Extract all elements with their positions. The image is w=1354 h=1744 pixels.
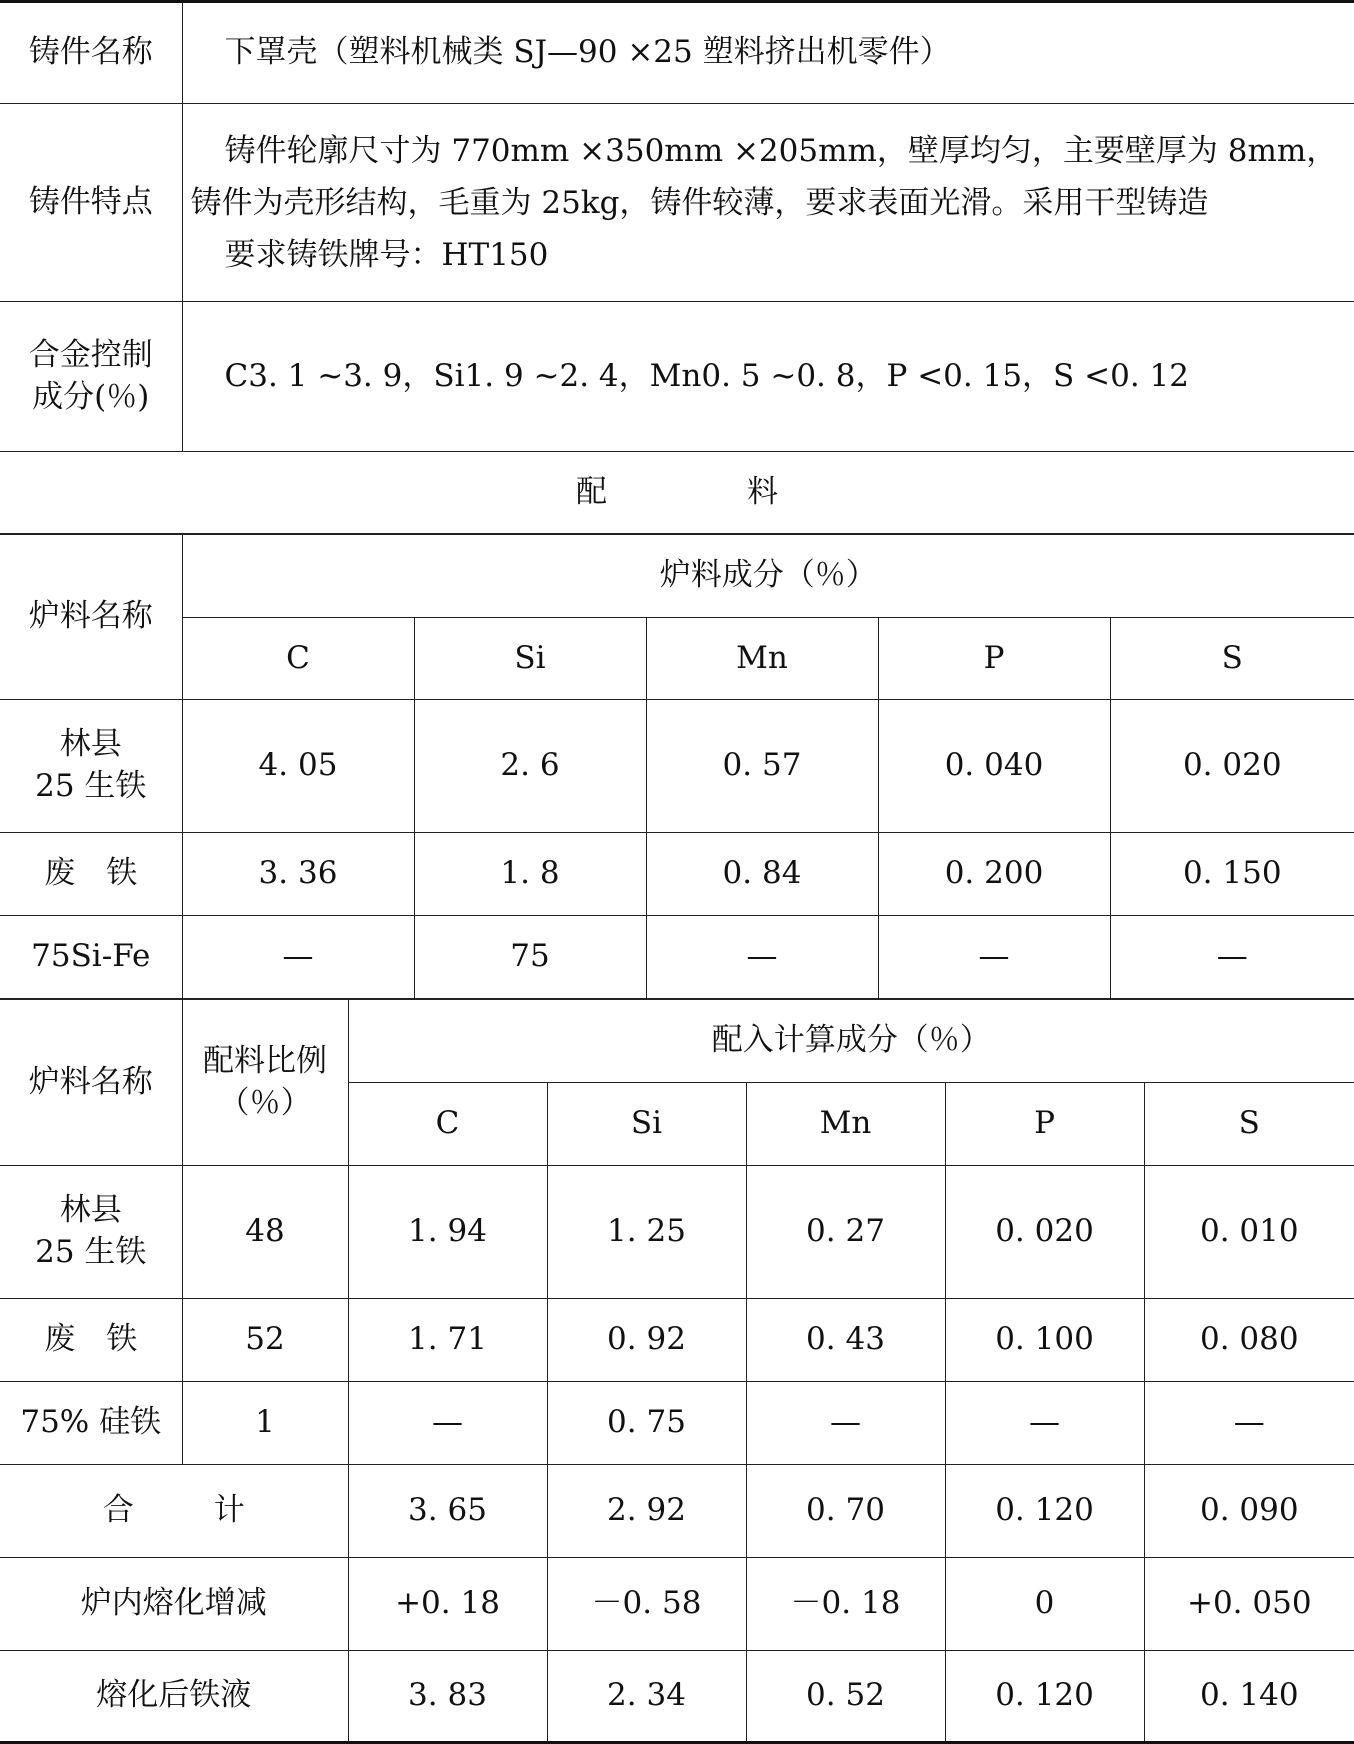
charge-row-name: 废 铁 bbox=[0, 833, 182, 916]
charge-row-pig-iron bbox=[0, 700, 1354, 833]
calc-cell-mn: 0. 43 bbox=[746, 1299, 945, 1382]
charge-element-header-row bbox=[0, 618, 1354, 700]
casting-features-text bbox=[191, 125, 1343, 229]
casting-features-line1: 铸件轮廓尺寸为 770mm ×350mm ×205mm，壁厚均匀，主要壁厚为 8mm，铸件为壳形结构，毛重为 25kg，铸件较薄，要求表面光滑。采用干型铸造 bbox=[190, 132, 1338, 221]
charge-element-header-p: P bbox=[878, 618, 1110, 700]
casting-name-value: 下罩壳（塑料机械类 SJ—90 ×25 塑料挤出机零件） bbox=[182, 2, 1354, 104]
calc-cell-ratio: 1 bbox=[182, 1382, 348, 1465]
charge-name-header: 炉料名称 bbox=[0, 535, 182, 700]
charge-cell-mn: — bbox=[646, 916, 878, 999]
calc-row-name: 75% 硅铁 bbox=[0, 1382, 182, 1465]
charge-cell-si: 75 bbox=[414, 916, 646, 999]
calc-ratio-header bbox=[182, 1000, 348, 1166]
calc-change-row bbox=[0, 1558, 1354, 1651]
calc-row-name-line1: 林县 bbox=[59, 1192, 122, 1229]
calc-cell-si: 0. 92 bbox=[547, 1299, 746, 1382]
calc-cell-s: — bbox=[1144, 1382, 1354, 1465]
charge-composition-table bbox=[0, 534, 1354, 999]
calc-element-header-si: Si bbox=[547, 1083, 746, 1166]
alloy-control-value: C3. 1 ~3. 9，Si1. 9 ~2. 4，Mn0. 5 ~0. 8，P <0. 15，S <0. 12 bbox=[182, 302, 1354, 452]
section-title-part-b: 料 bbox=[747, 473, 778, 510]
charge-element-header-s: S bbox=[1110, 618, 1354, 700]
charge-row-name bbox=[0, 700, 182, 833]
charge-row-name-line2: 25 生铁 bbox=[35, 768, 147, 804]
charge-cell-mn: 0. 84 bbox=[646, 833, 878, 916]
calc-header-row bbox=[0, 1000, 1354, 1083]
calc-ratio-header-line2: （％） bbox=[218, 1084, 312, 1121]
charge-row-ferrosilicon bbox=[0, 916, 1354, 999]
calc-cell-ratio: 52 bbox=[182, 1299, 348, 1382]
calc-element-header-c: C bbox=[348, 1083, 547, 1166]
calc-name-header: 炉料名称 bbox=[0, 1000, 182, 1166]
casting-features-label: 铸件特点 bbox=[0, 104, 182, 302]
charge-cell-p: 0. 040 bbox=[878, 700, 1110, 833]
calc-total-label-a: 合 bbox=[102, 1492, 134, 1529]
calc-cell-s: 0. 010 bbox=[1144, 1166, 1354, 1299]
calc-cell-p: 0. 020 bbox=[945, 1166, 1144, 1299]
casting-info-table bbox=[0, 0, 1354, 534]
charge-cell-c: 3. 36 bbox=[182, 833, 414, 916]
calc-ratio-header-line1: 配料比例 bbox=[203, 1042, 327, 1079]
calc-melt-c: 3. 83 bbox=[348, 1651, 547, 1743]
calc-total-p: 0. 120 bbox=[945, 1465, 1144, 1558]
charge-row-name-line1: 林县 bbox=[59, 726, 122, 763]
charge-cell-p: 0. 200 bbox=[878, 833, 1110, 916]
calc-melt-s: 0. 140 bbox=[1144, 1651, 1354, 1743]
charge-cell-c: — bbox=[182, 916, 414, 999]
calc-change-label: 炉内熔化增减 bbox=[0, 1558, 348, 1651]
calc-melt-row bbox=[0, 1651, 1354, 1743]
calc-melt-p: 0. 120 bbox=[945, 1651, 1144, 1743]
calc-cell-mn: — bbox=[746, 1382, 945, 1465]
section-title bbox=[0, 452, 1354, 534]
calc-melt-si: 2. 34 bbox=[547, 1651, 746, 1743]
calc-row-name bbox=[0, 1166, 182, 1299]
calc-cell-si: 1. 25 bbox=[547, 1166, 746, 1299]
calc-total-c: 3. 65 bbox=[348, 1465, 547, 1558]
charge-header-row bbox=[0, 535, 1354, 618]
calc-total-s: 0. 090 bbox=[1144, 1465, 1354, 1558]
calc-group-header: 配入计算成分（％） bbox=[348, 1000, 1354, 1083]
charge-element-header-c: C bbox=[182, 618, 414, 700]
calc-melt-mn: 0. 52 bbox=[746, 1651, 945, 1743]
charge-row-scrap bbox=[0, 833, 1354, 916]
charge-element-header-mn: Mn bbox=[646, 618, 878, 700]
calc-row-pig-iron bbox=[0, 1166, 1354, 1299]
casting-features-cell bbox=[182, 104, 1354, 302]
charge-cell-p: — bbox=[878, 916, 1110, 999]
calc-row-ferrosilicon bbox=[0, 1382, 1354, 1465]
calc-row-name: 废 铁 bbox=[0, 1299, 182, 1382]
charge-element-header-si: Si bbox=[414, 618, 646, 700]
calc-change-s: +0. 050 bbox=[1144, 1558, 1354, 1651]
section-title-part-a: 配 bbox=[576, 473, 607, 510]
casting-name-label: 铸件名称 bbox=[0, 2, 182, 104]
section-title-row bbox=[0, 452, 1354, 534]
charge-cell-s: — bbox=[1110, 916, 1354, 999]
calc-total-mn: 0. 70 bbox=[746, 1465, 945, 1558]
calc-total-label bbox=[0, 1465, 348, 1558]
calc-change-c: +0. 18 bbox=[348, 1558, 547, 1651]
calc-total-label-b: 计 bbox=[213, 1492, 245, 1529]
charge-cell-mn: 0. 57 bbox=[646, 700, 878, 833]
charge-row-name: 75Si-Fe bbox=[0, 916, 182, 999]
casting-grade-text bbox=[191, 229, 1343, 281]
calc-cell-c: 1. 94 bbox=[348, 1166, 547, 1299]
calc-cell-mn: 0. 27 bbox=[746, 1166, 945, 1299]
calc-change-mn: －0. 18 bbox=[746, 1558, 945, 1651]
alloy-control-label-line2: 成分(％) bbox=[32, 378, 150, 415]
calc-melt-label: 熔化后铁液 bbox=[0, 1651, 348, 1743]
alloy-control-label bbox=[0, 302, 182, 452]
charge-cell-s: 0. 150 bbox=[1110, 833, 1354, 916]
casting-features-row bbox=[0, 104, 1354, 302]
calc-cell-c: — bbox=[348, 1382, 547, 1465]
charge-group-header: 炉料成分（％） bbox=[182, 535, 1354, 618]
calc-cell-ratio: 48 bbox=[182, 1166, 348, 1299]
calc-element-header-p: P bbox=[945, 1083, 1144, 1166]
calc-cell-si: 0. 75 bbox=[547, 1382, 746, 1465]
charge-cell-s: 0. 020 bbox=[1110, 700, 1354, 833]
calc-cell-c: 1. 71 bbox=[348, 1299, 547, 1382]
charge-cell-c: 4. 05 bbox=[182, 700, 414, 833]
calc-cell-p: 0. 100 bbox=[945, 1299, 1144, 1382]
calc-row-name-line2: 25 生铁 bbox=[35, 1234, 147, 1270]
calc-total-row bbox=[0, 1465, 1354, 1558]
calc-change-p: 0 bbox=[945, 1558, 1144, 1651]
casting-name-row bbox=[0, 2, 1354, 104]
calc-element-header-s: S bbox=[1144, 1083, 1354, 1166]
calc-cell-s: 0. 080 bbox=[1144, 1299, 1354, 1382]
casting-features-line2: 要求铸铁牌号：HT150 bbox=[224, 236, 549, 273]
charge-cell-si: 1. 8 bbox=[414, 833, 646, 916]
alloy-control-label-line1: 合金控制 bbox=[28, 336, 153, 373]
calculated-composition-table bbox=[0, 999, 1354, 1744]
calc-element-header-mn: Mn bbox=[746, 1083, 945, 1166]
calc-row-scrap bbox=[0, 1299, 1354, 1382]
charge-cell-si: 2. 6 bbox=[414, 700, 646, 833]
alloy-control-row bbox=[0, 302, 1354, 452]
calc-total-si: 2. 92 bbox=[547, 1465, 746, 1558]
calc-cell-p: — bbox=[945, 1382, 1144, 1465]
calc-change-si: －0. 58 bbox=[547, 1558, 746, 1651]
